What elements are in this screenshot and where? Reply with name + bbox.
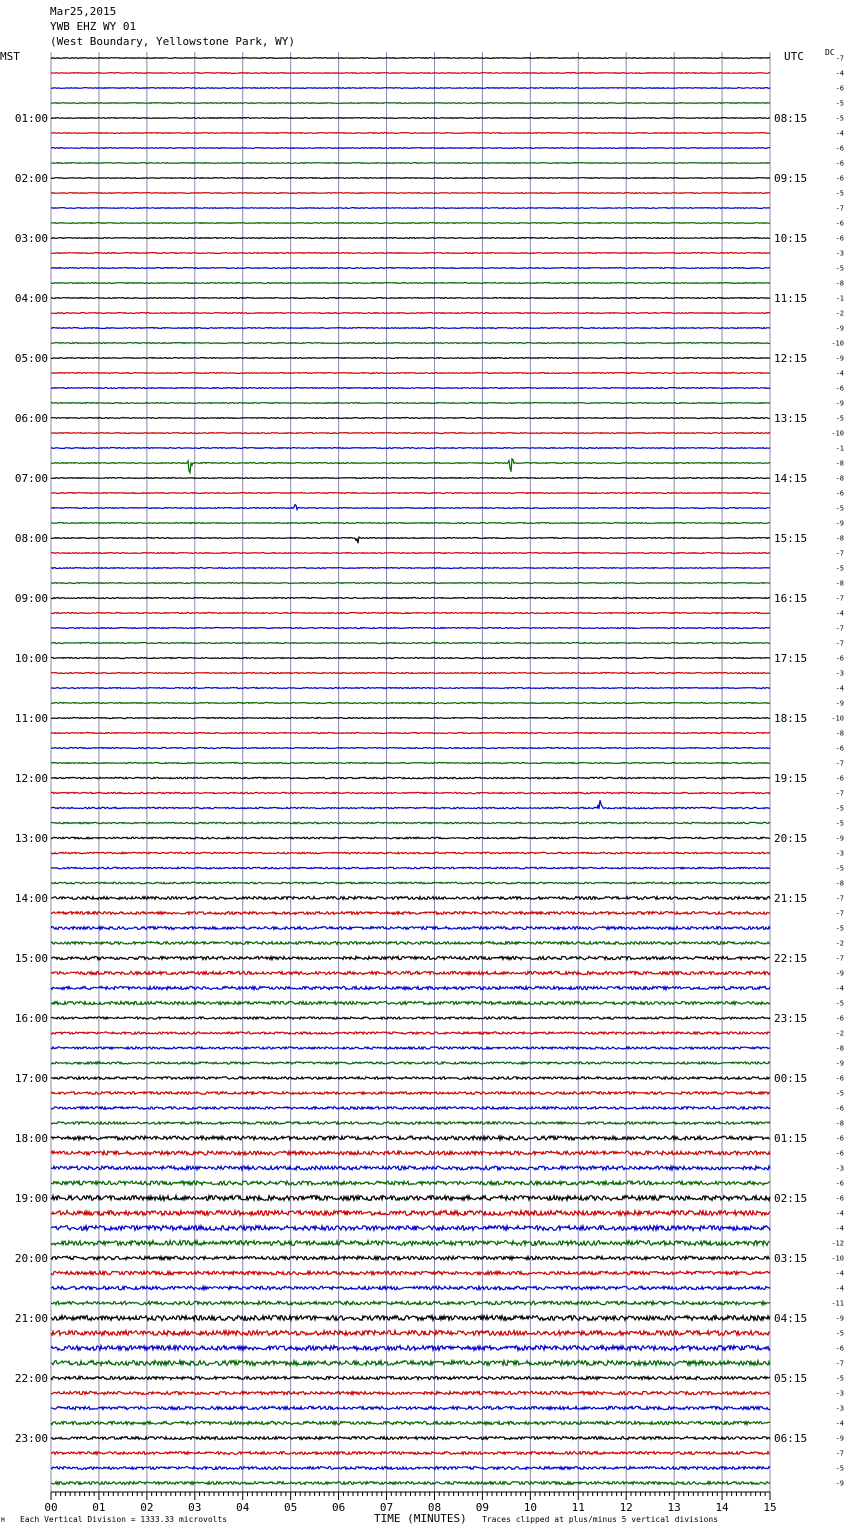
trace-row-83 [51, 1301, 770, 1305]
trace-row-85 [51, 1331, 770, 1336]
dc-offset-label: -8 [835, 1044, 844, 1053]
right-hour-label: 11:15 [774, 292, 808, 305]
left-hour-label: 10:00 [14, 652, 48, 665]
dc-offset-label: -7 [835, 639, 844, 648]
trace-row-24 [51, 418, 770, 419]
trace-row-68 [51, 1077, 770, 1080]
dc-offset-label: -8 [835, 1119, 844, 1128]
trace-row-20 [51, 358, 770, 359]
left-hour-label: 19:00 [14, 1192, 48, 1205]
dc-offset-label: -4 [835, 1224, 844, 1233]
dc-offset-label: -6 [835, 1149, 844, 1158]
dc-offset-label: -3 [835, 849, 844, 858]
x-tick-label: 01 [92, 1501, 106, 1514]
trace-row-6 [51, 148, 770, 149]
trace-row-49 [51, 792, 770, 793]
dc-offset-label: -5 [835, 999, 844, 1008]
trace-row-89 [51, 1391, 770, 1394]
dc-offset-label: -8 [835, 474, 844, 483]
trace-row-53 [51, 852, 770, 854]
trace-row-4 [51, 118, 770, 119]
trace-row-17 [51, 313, 770, 314]
trace-row-32 [51, 537, 770, 543]
dc-offset-label: -4 [835, 69, 844, 78]
dc-offset-label: -6 [835, 1344, 844, 1353]
trace-row-74 [51, 1166, 770, 1170]
left-hour-label: 11:00 [14, 712, 48, 725]
dc-offset-label: -10 [831, 339, 844, 348]
trace-row-82 [51, 1286, 770, 1290]
dc-offset-label: -7 [835, 54, 844, 63]
right-hour-label: 00:15 [774, 1072, 808, 1085]
trace-row-92 [51, 1437, 770, 1440]
dc-offset-label: -3 [835, 669, 844, 678]
dc-offset-label: -3 [835, 1404, 844, 1413]
trace-row-87 [51, 1361, 770, 1366]
corner-mark: M [1, 1517, 5, 1524]
trace-row-94 [51, 1467, 770, 1470]
trace-row-42 [51, 687, 770, 688]
trace-row-81 [51, 1271, 770, 1275]
dc-offset-label: -6 [835, 159, 844, 168]
trace-row-46 [51, 747, 770, 748]
dc-offset-label: -5 [835, 414, 844, 423]
dc-offset-label: -6 [835, 1179, 844, 1188]
dc-offset-label: -10 [831, 1254, 844, 1263]
trace-row-39 [51, 642, 770, 643]
dc-offset-label: -5 [835, 1329, 844, 1338]
dc-offset-label: -5 [835, 504, 844, 513]
dc-offset-label: -4 [835, 684, 844, 693]
trace-row-71 [51, 1122, 770, 1125]
right-hour-label: 20:15 [774, 832, 808, 845]
dc-offset-label: -4 [835, 609, 844, 618]
right-hour-label: 08:15 [774, 112, 808, 125]
dc-offset-label: -10 [831, 714, 844, 723]
left-hour-label: 18:00 [14, 1132, 48, 1145]
right-hour-label: 05:15 [774, 1372, 808, 1385]
dc-offset-label: -4 [835, 1269, 844, 1278]
dc-offset-label: -8 [835, 459, 844, 468]
right-hour-label: 06:15 [774, 1432, 808, 1445]
trace-row-3 [51, 103, 770, 104]
dc-offset-label: -6 [835, 774, 844, 783]
trace-row-51 [51, 822, 770, 823]
x-tick-label: 08 [427, 1501, 442, 1514]
trace-row-67 [51, 1062, 770, 1064]
trace-row-5 [51, 133, 770, 134]
dc-offset-label: -6 [835, 144, 844, 153]
left-hour-label: 12:00 [14, 772, 48, 785]
right-timezone-label: UTC [784, 50, 804, 63]
trace-row-66 [51, 1047, 770, 1049]
x-axis-title: TIME (MINUTES) [374, 1512, 467, 1525]
dc-offset-label: -7 [835, 954, 844, 963]
dc-offset-label: -7 [835, 624, 844, 633]
trace-row-15 [51, 283, 770, 284]
left-hour-label: 06:00 [14, 412, 48, 425]
dc-offset-label: -5 [835, 1374, 844, 1383]
dc-offset-label: -8 [835, 729, 844, 738]
left-hour-label: 09:00 [14, 592, 48, 605]
dc-offset-label: -8 [835, 879, 844, 888]
left-hour-label: 23:00 [14, 1432, 48, 1445]
right-hour-label: 09:15 [774, 172, 808, 185]
trace-row-70 [51, 1107, 770, 1110]
trace-row-31 [51, 523, 770, 524]
trace-row-14 [51, 268, 770, 269]
vertical-scale-note: Each Vertical Division = 1333.33 microvolts [20, 1515, 228, 1524]
trace-row-0 [51, 58, 770, 59]
clip-note: Traces clipped at plus/minus 5 vertical divisions [482, 1515, 719, 1524]
trace-row-22 [51, 388, 770, 389]
dc-offset-label: -9 [835, 1434, 844, 1443]
trace-row-16 [51, 298, 770, 299]
right-hour-label: 15:15 [774, 532, 808, 545]
left-hour-label: 17:00 [14, 1072, 48, 1085]
dc-offset-label: -2 [835, 1029, 844, 1038]
dc-offset-label: -6 [835, 1104, 844, 1113]
trace-row-7 [51, 163, 770, 164]
trace-row-95 [51, 1482, 770, 1485]
trace-row-63 [51, 1001, 770, 1004]
trace-row-34 [51, 568, 770, 569]
dc-offset-label: -5 [835, 189, 844, 198]
dc-offset-label: -4 [835, 1419, 844, 1428]
trace-row-86 [51, 1346, 770, 1351]
trace-row-12 [51, 238, 770, 239]
left-hour-label: 16:00 [14, 1012, 48, 1025]
dc-offset-label: -6 [835, 744, 844, 753]
dc-offset-label: -9 [835, 1059, 844, 1068]
x-tick-label: 03 [188, 1501, 202, 1514]
trace-row-1 [51, 73, 770, 74]
left-hour-label: 04:00 [14, 292, 48, 305]
dc-offset-label: -9 [835, 354, 844, 363]
dc-offset-label: -6 [835, 654, 844, 663]
left-hour-label: 05:00 [14, 352, 48, 365]
trace-row-30 [51, 505, 770, 510]
dc-offset-label: -4 [835, 1209, 844, 1218]
trace-row-54 [51, 867, 770, 869]
trace-row-88 [51, 1376, 770, 1379]
trace-row-79 [51, 1241, 770, 1246]
left-hour-label: 01:00 [14, 112, 48, 125]
trace-row-11 [51, 223, 770, 224]
left-timezone-label: MST [0, 50, 20, 63]
dc-offset-label: -5 [835, 99, 844, 108]
x-tick-label: 10 [523, 1501, 537, 1514]
plot-date: Mar25,2015 [50, 5, 117, 18]
seismic-traces [51, 58, 770, 1485]
trace-row-2 [51, 88, 770, 89]
trace-row-80 [51, 1256, 770, 1260]
dc-offset-label: -10 [831, 429, 844, 438]
left-hour-label: 07:00 [14, 472, 48, 485]
trace-row-21 [51, 373, 770, 374]
dc-offset-label: -4 [835, 984, 844, 993]
trace-row-50 [51, 800, 770, 809]
left-hour-label: 08:00 [14, 532, 48, 545]
trace-row-10 [51, 208, 770, 209]
dc-offset-label: -5 [835, 1464, 844, 1473]
dc-offset-label: -3 [835, 1389, 844, 1398]
dc-offset-label: -7 [835, 549, 844, 558]
x-tick-label: 06 [331, 1501, 346, 1514]
dc-offset-label: -6 [835, 1014, 844, 1023]
dc-offset-label: -8 [835, 534, 844, 543]
dc-offset-label: -7 [835, 894, 844, 903]
right-hour-label: 18:15 [774, 712, 808, 725]
trace-row-36 [51, 597, 770, 598]
dc-offset-label: -6 [835, 84, 844, 93]
left-hour-label: 15:00 [14, 952, 48, 965]
dc-offset-label: -7 [835, 594, 844, 603]
trace-row-47 [51, 762, 770, 763]
dc-offset-label: -6 [835, 384, 844, 393]
dc-offset-label: -5 [835, 924, 844, 933]
dc-offset-label: -5 [835, 804, 844, 813]
x-tick-label: 00 [44, 1501, 58, 1514]
trace-row-35 [51, 583, 770, 584]
trace-row-57 [51, 912, 770, 915]
dc-offset-label: -9 [835, 969, 844, 978]
trace-row-52 [51, 837, 770, 839]
dc-offset-label: -7 [835, 789, 844, 798]
right-hour-label: 23:15 [774, 1012, 808, 1025]
right-hour-label: 02:15 [774, 1192, 808, 1205]
right-hour-label: 12:15 [774, 352, 808, 365]
dc-offset-label: -9 [835, 1479, 844, 1488]
dc-offset-label: -1 [835, 294, 844, 303]
dc-offset-label: -6 [835, 234, 844, 243]
dc-offset-label: -7 [835, 204, 844, 213]
trace-row-77 [51, 1211, 770, 1216]
station-location: (West Boundary, Yellowstone Park, WY) [50, 35, 296, 48]
trace-row-60 [51, 956, 770, 959]
trace-row-9 [51, 193, 770, 194]
right-hour-label: 10:15 [774, 232, 808, 245]
right-hour-label: 14:15 [774, 472, 808, 485]
trace-row-91 [51, 1421, 770, 1424]
right-hour-label: 21:15 [774, 892, 808, 905]
dc-offset-label: -5 [835, 1089, 844, 1098]
x-tick-label: 09 [475, 1501, 490, 1514]
dc-label: DC [825, 48, 835, 57]
trace-row-78 [51, 1226, 770, 1231]
dc-offset-label: -6 [835, 1074, 844, 1083]
left-hour-label: 22:00 [14, 1372, 48, 1385]
trace-row-45 [51, 732, 770, 733]
trace-row-58 [51, 927, 770, 930]
axis-labels [15, 55, 844, 1515]
dc-offset-label: -1 [835, 444, 844, 453]
right-hour-label: 16:15 [774, 592, 808, 605]
dc-offset-label: -9 [835, 519, 844, 528]
x-tick-label: 15 [763, 1501, 777, 1514]
trace-row-27 [51, 459, 770, 473]
dc-offset-label: -6 [835, 1134, 844, 1143]
dc-offset-label: -6 [835, 1194, 844, 1203]
trace-row-33 [51, 553, 770, 554]
trace-row-43 [51, 702, 770, 703]
trace-row-84 [51, 1316, 770, 1321]
x-tick-label: 12 [619, 1501, 633, 1514]
right-hour-label: 22:15 [774, 952, 808, 965]
dc-offset-label: -4 [835, 369, 844, 378]
station-code: YWB EHZ WY 01 [50, 20, 137, 33]
trace-row-26 [51, 448, 770, 449]
x-tick-label: 14 [715, 1501, 729, 1514]
right-hour-label: 13:15 [774, 412, 808, 425]
trace-row-64 [51, 1017, 770, 1019]
x-tick-label: 04 [236, 1501, 250, 1514]
trace-row-90 [51, 1406, 770, 1409]
trace-row-62 [51, 986, 770, 989]
left-hour-label: 13:00 [14, 832, 48, 845]
trace-row-18 [51, 328, 770, 329]
dc-offset-label: -3 [835, 1164, 844, 1173]
trace-row-48 [51, 777, 770, 778]
dc-offset-label: -7 [835, 759, 844, 768]
dc-offset-label: -11 [831, 1299, 844, 1308]
x-tick-label: 07 [379, 1501, 394, 1514]
x-tick-label: 13 [667, 1501, 681, 1514]
dc-offset-label: -5 [835, 819, 844, 828]
trace-row-41 [51, 672, 770, 673]
trace-row-37 [51, 612, 770, 613]
left-hour-label: 02:00 [14, 172, 48, 185]
dc-offset-label: -7 [835, 909, 844, 918]
trace-row-55 [51, 882, 770, 884]
dc-offset-label: -7 [835, 1449, 844, 1458]
trace-row-38 [51, 627, 770, 628]
dc-offset-label: -4 [835, 129, 844, 138]
right-hour-label: 19:15 [774, 772, 808, 785]
left-hour-label: 21:00 [14, 1312, 48, 1325]
trace-row-73 [51, 1151, 770, 1155]
trace-row-19 [51, 343, 770, 344]
left-hour-label: 14:00 [14, 892, 48, 905]
right-hour-label: 01:15 [774, 1132, 808, 1145]
right-hour-label: 04:15 [774, 1312, 808, 1325]
right-hour-label: 17:15 [774, 652, 808, 665]
trace-row-93 [51, 1452, 770, 1455]
dc-offset-label: -6 [835, 174, 844, 183]
dc-offset-label: -9 [835, 699, 844, 708]
trace-row-59 [51, 942, 770, 945]
trace-row-75 [51, 1181, 770, 1185]
trace-row-76 [51, 1196, 770, 1201]
trace-row-72 [51, 1136, 770, 1140]
dc-offset-label: -8 [835, 279, 844, 288]
trace-row-13 [51, 253, 770, 254]
dc-offset-label: -2 [835, 939, 844, 948]
right-hour-label: 03:15 [774, 1252, 808, 1265]
x-tick-label: 02 [140, 1501, 154, 1514]
dc-offset-label: -7 [835, 1359, 844, 1368]
trace-row-25 [51, 433, 770, 434]
dc-offset-label: -9 [835, 324, 844, 333]
x-tick-label: 11 [571, 1501, 585, 1514]
dc-offset-label: -5 [835, 564, 844, 573]
dc-offset-label: -9 [835, 1314, 844, 1323]
dc-offset-label: -4 [835, 1284, 844, 1293]
dc-offset-label: -6 [835, 219, 844, 228]
dc-offset-label: -3 [835, 249, 844, 258]
dc-offset-label: -12 [831, 1239, 844, 1248]
trace-row-61 [51, 971, 770, 974]
left-hour-label: 20:00 [14, 1252, 48, 1265]
x-tick-label: 05 [284, 1501, 298, 1514]
trace-row-56 [51, 897, 770, 900]
dc-offset-label: -2 [835, 309, 844, 318]
dc-offset-label: -5 [835, 264, 844, 273]
trace-row-40 [51, 657, 770, 658]
left-hour-label: 03:00 [14, 232, 48, 245]
trace-row-23 [51, 403, 770, 404]
dc-offset-label: -5 [835, 864, 844, 873]
dc-offset-label: -9 [835, 399, 844, 408]
dc-offset-label: -9 [835, 834, 844, 843]
trace-row-44 [51, 717, 770, 718]
dc-offset-label: -5 [835, 114, 844, 123]
trace-row-69 [51, 1092, 770, 1095]
trace-row-28 [51, 478, 770, 479]
dc-offset-label: -8 [835, 579, 844, 588]
trace-row-65 [51, 1032, 770, 1034]
dc-offset-label: -6 [835, 489, 844, 498]
trace-row-8 [51, 178, 770, 179]
trace-row-29 [51, 493, 770, 494]
